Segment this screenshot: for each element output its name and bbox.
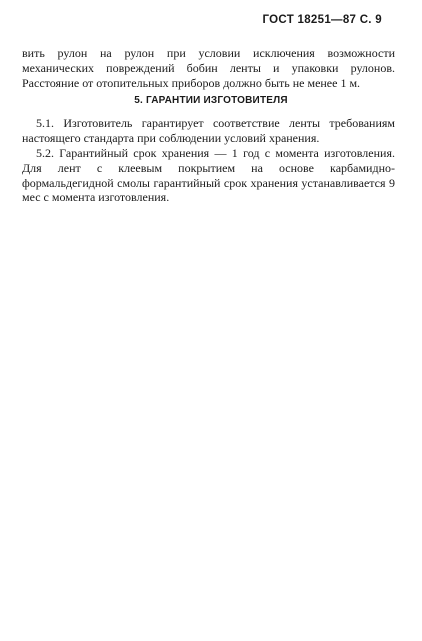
paragraph-text: вить рулон на рулон при условии исключения возможности механических повреждений бобин ленты и упаковки рулонов. Расстояние от отопительных приборов должно быть не менее 1 м. — [22, 46, 395, 90]
running-header: ГОСТ 18251—87 С. 9 — [262, 14, 382, 26]
paragraph-5-2 — [22, 146, 395, 205]
continuation-paragraph — [22, 46, 395, 90]
paragraph-text: 5.2. Гарантийный срок хранения — 1 год с момента изготовления. Для лент с клеевым покрытием на основе карбамидно-формальдегидной смолы гарантийный срок хранения устанавливается 9 мес с момента изготовления. — [22, 146, 395, 205]
paragraph-text: 5.1. Изготовитель гарантирует соответствие ленты требованиям настоящего стандарта при соблюдении условий хранения. — [22, 116, 395, 145]
paragraph-5-1 — [22, 116, 395, 146]
section-title: 5. ГАРАНТИИ ИЗГОТОВИТЕЛЯ — [134, 95, 288, 106]
